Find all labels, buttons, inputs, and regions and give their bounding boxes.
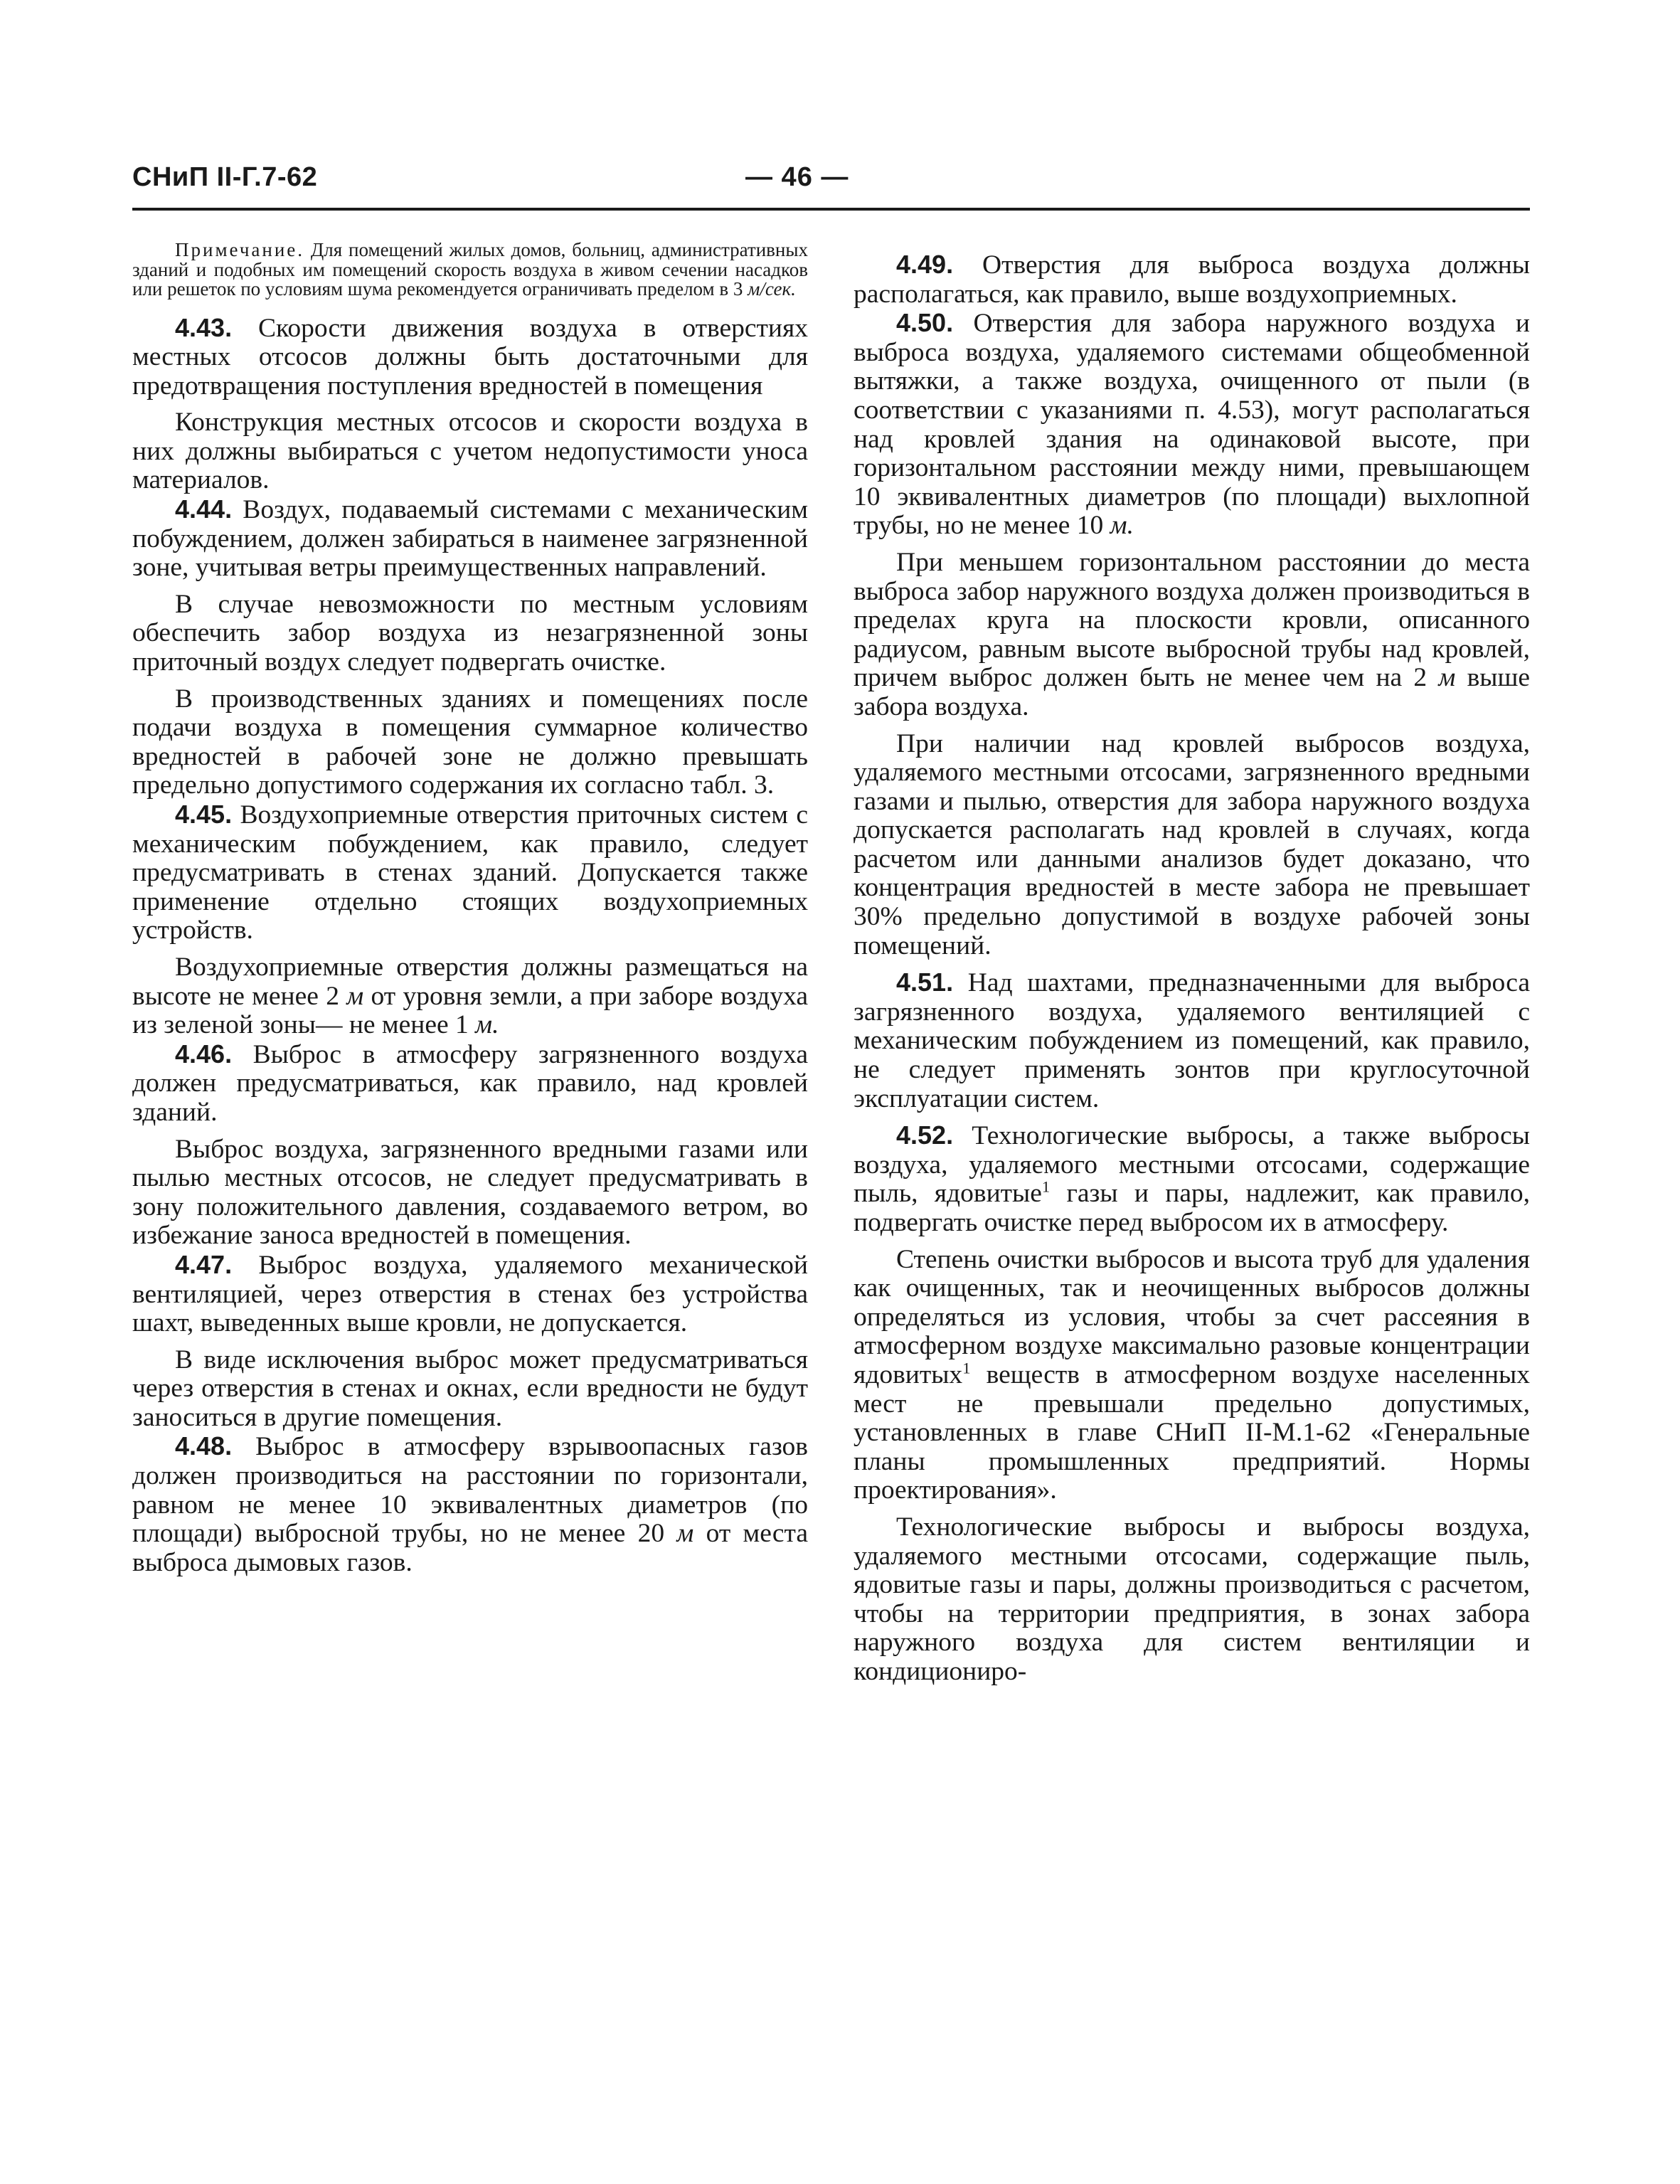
clause-text: от места выброса дымовых газов.	[132, 1519, 808, 1577]
clause-number: 4.51.	[896, 968, 954, 997]
footnote-ref: 1	[962, 1359, 971, 1377]
unit: м	[1438, 663, 1456, 693]
clause-4-46-paragraph: Выброс воздуха, загрязненного вредными газами или пылью местных отсосов, не следует предусматривать в зону положительного давления, создаваемого ветром, во избежание заноса вредностей в помещения.	[132, 1134, 808, 1251]
paragraph-text: Степень очистки выбросов и высота труб для удаления как очищенных, так и неочищенных выбросов должны определяться из условия, чтобы за счет рассеяния в атмосферном воздухе максимально разовые концентрации ядовитых	[854, 1244, 1530, 1389]
document-code: СНиП II-Г.7-62	[132, 162, 318, 192]
clause-4-43	[132, 314, 808, 401]
paragraph-text: выше забора воздуха.	[854, 663, 1531, 721]
unit: м.	[1110, 511, 1134, 541]
clause-4-47	[132, 1251, 808, 1338]
note	[132, 240, 808, 314]
clause-4-44-paragraph: В случае невозможности по местным условиям обеспечить забор воздуха из незагрязненной зоны приточный воздух следует подвергать очистке.	[132, 589, 808, 677]
clause-text: Отверстия для забора наружного воздуха и выброса воздуха, удаляемого системами общеобменной вытяжки, а также воздуха, очищенного от пыли (в соответствии с указаниями п. 4.53), могут располагаться над кровлей здания на одинаковой высоте, при горизонтальном расстоянии между ними, превышающем 10 эквивалентных диаметров (по площади) выхлопной трубы, но не менее 10	[854, 309, 1530, 541]
left-column	[132, 240, 808, 1577]
clause-text: Технологические выбросы, а также выбросы воздуха, удаляемого местными отсосами, содержащие пыль, ядовитые	[854, 1121, 1530, 1209]
clause-text: Воздухоприемные отверстия приточных систем с механическим побуждением, как правило, следует предусматривать в стенах зданий. Допускается также применение отдельно стоящих воздухоприемных устройств.	[132, 800, 808, 945]
clause-4-43-paragraph: Конструкция местных отсосов и скорости воздуха в них должны выбираться с учетом недопустимости уноса материалов.	[132, 408, 808, 495]
clause-4-52-paragraph	[854, 1246, 1530, 1505]
clause-number: 4.49.	[896, 250, 954, 279]
paragraph-text: веществ в атмосферном воздухе населенных мест не превышали предельно допустимых, установленных в главе СНиП II-М.1-62 «Генеральные планы промышленных предприятий. Нормы проектирования».	[854, 1359, 1530, 1505]
right-column	[854, 240, 1530, 1687]
clause-text: Выброс в атмосферу взрывоопасных газов должен производиться на расстоянии по горизонтали, равном не менее 10 эквивалентных диаметров (по площади) выбросной трубы, но не менее 20	[132, 1432, 808, 1549]
clause-4-44	[132, 495, 808, 583]
clause-4-50	[854, 309, 1530, 541]
page-number: — 46 —	[745, 162, 849, 192]
paragraph-text: от уровня земли, а при заборе воздуха из зеленой зоны— не менее 1	[132, 981, 808, 1040]
clause-4-46	[132, 1040, 808, 1128]
clause-4-45	[132, 800, 808, 945]
clause-number: 4.50.	[896, 308, 954, 338]
paragraph-text: Воздухоприемные отверстия должны размещаться на высоте не менее 2	[132, 952, 808, 1011]
clause-text: газы и пары, надлежит, как правило, подвергать очистке перед выбросом их в атмосферу.	[854, 1179, 1530, 1237]
clause-4-47-paragraph: В виде исключения выброс может предусматриваться через отверстия в стенах и окнах, если вредности не будут заноситься в другие помещения.	[132, 1345, 808, 1432]
clause-4-48	[132, 1432, 808, 1577]
clause-4-49	[854, 250, 1530, 309]
clause-4-52	[854, 1121, 1530, 1237]
clause-number: 4.48.	[175, 1431, 233, 1461]
clause-number: 4.44.	[175, 494, 233, 524]
clause-number: 4.47.	[175, 1249, 233, 1279]
clause-number: 4.46.	[175, 1039, 233, 1069]
clause-number: 4.52.	[896, 1120, 954, 1150]
clause-number: 4.43.	[175, 312, 233, 342]
clause-4-52-paragraph: Технологические выбросы и выбросы воздуха, удаляемого местными отсосами, содержащие пыль, ядовитые газы и пары, должны производиться с расчетом, чтобы на территории предприятия, в зонах забора наружного воздуха для систем вентиляции и кондициониро-	[854, 1512, 1530, 1686]
unit: м	[346, 981, 364, 1011]
clause-4-50-paragraph: При наличии над кровлей выбросов воздуха, удаляемого местными отсосами, загрязненного вредными газами и пылью, отверстия для забора наружного воздуха допускается располагать над кровлей в случаях, когда расчетом или данными анализов будет доказано, что концентрация вредностей в месте забора не превышает 30% предельно допустимой в воздухе рабочей зоны помещений.	[854, 728, 1530, 960]
note-text: Для помещений жилых домов, больниц, административных зданий и подобных им помещений скорость воздуха в живом сечении насадков или решеток по условиям шума рекомендуется ограничивать пределом в 3	[132, 239, 808, 299]
clause-4-51	[854, 968, 1530, 1113]
page-header	[132, 162, 1530, 205]
note-unit: м/сек.	[748, 278, 796, 299]
clause-text: Отверстия для выброса воздуха должны располагаться, как правило, выше воздухоприемных.	[854, 250, 1530, 309]
clause-text: Воздух, подаваемый системами с механическим побуждением, должен забираться в наименее загрязненной зоне, учитывая ветры преимущественных направлений.	[132, 495, 808, 583]
unit: м	[676, 1519, 694, 1549]
paragraph-text: При меньшем горизонтальном расстоянии до места выброса забор наружного воздуха должен производиться в пределах круга на плоскости кровли, описанного радиусом, равным высоте выбросной трубы над кровлей, причем выброс должен быть не менее чем на 2	[854, 547, 1530, 693]
clause-text: Выброс в атмосферу загрязненного воздуха должен предусматриваться, как правило, над кровлей зданий.	[132, 1039, 808, 1127]
clause-text: Выброс воздуха, удаляемого механической вентиляцией, через отверстия в стенах без устройства шахт, выведенных выше кровли, не допускается.	[132, 1250, 808, 1338]
clause-4-50-paragraph	[854, 548, 1530, 722]
clause-4-45-paragraph	[132, 953, 808, 1040]
unit: м.	[475, 1010, 499, 1040]
clause-4-44-paragraph: В производственных зданиях и помещениях после подачи воздуха в помещения суммарное количество вредностей в рабочей зоне не должно превышать предельно допустимого содержания их согласно табл. 3.	[132, 684, 808, 800]
clause-number: 4.45.	[175, 800, 233, 829]
note-label: Примечание.	[175, 239, 305, 260]
footnote-ref: 1	[1041, 1177, 1051, 1196]
header-rule	[132, 208, 1530, 211]
clause-text: Над шахтами, предназначенными для выброса загрязненного воздуха, удаляемого вентиляцией с механическим побуждением из помещений, как правило, не следует применять зонтов при круглосуточной эксплуатации систем.	[854, 968, 1530, 1113]
clause-text: Скорости движения воздуха в отверстиях местных отсосов должны быть достаточными для предотвращения поступления вредностей в помещения	[132, 313, 808, 401]
